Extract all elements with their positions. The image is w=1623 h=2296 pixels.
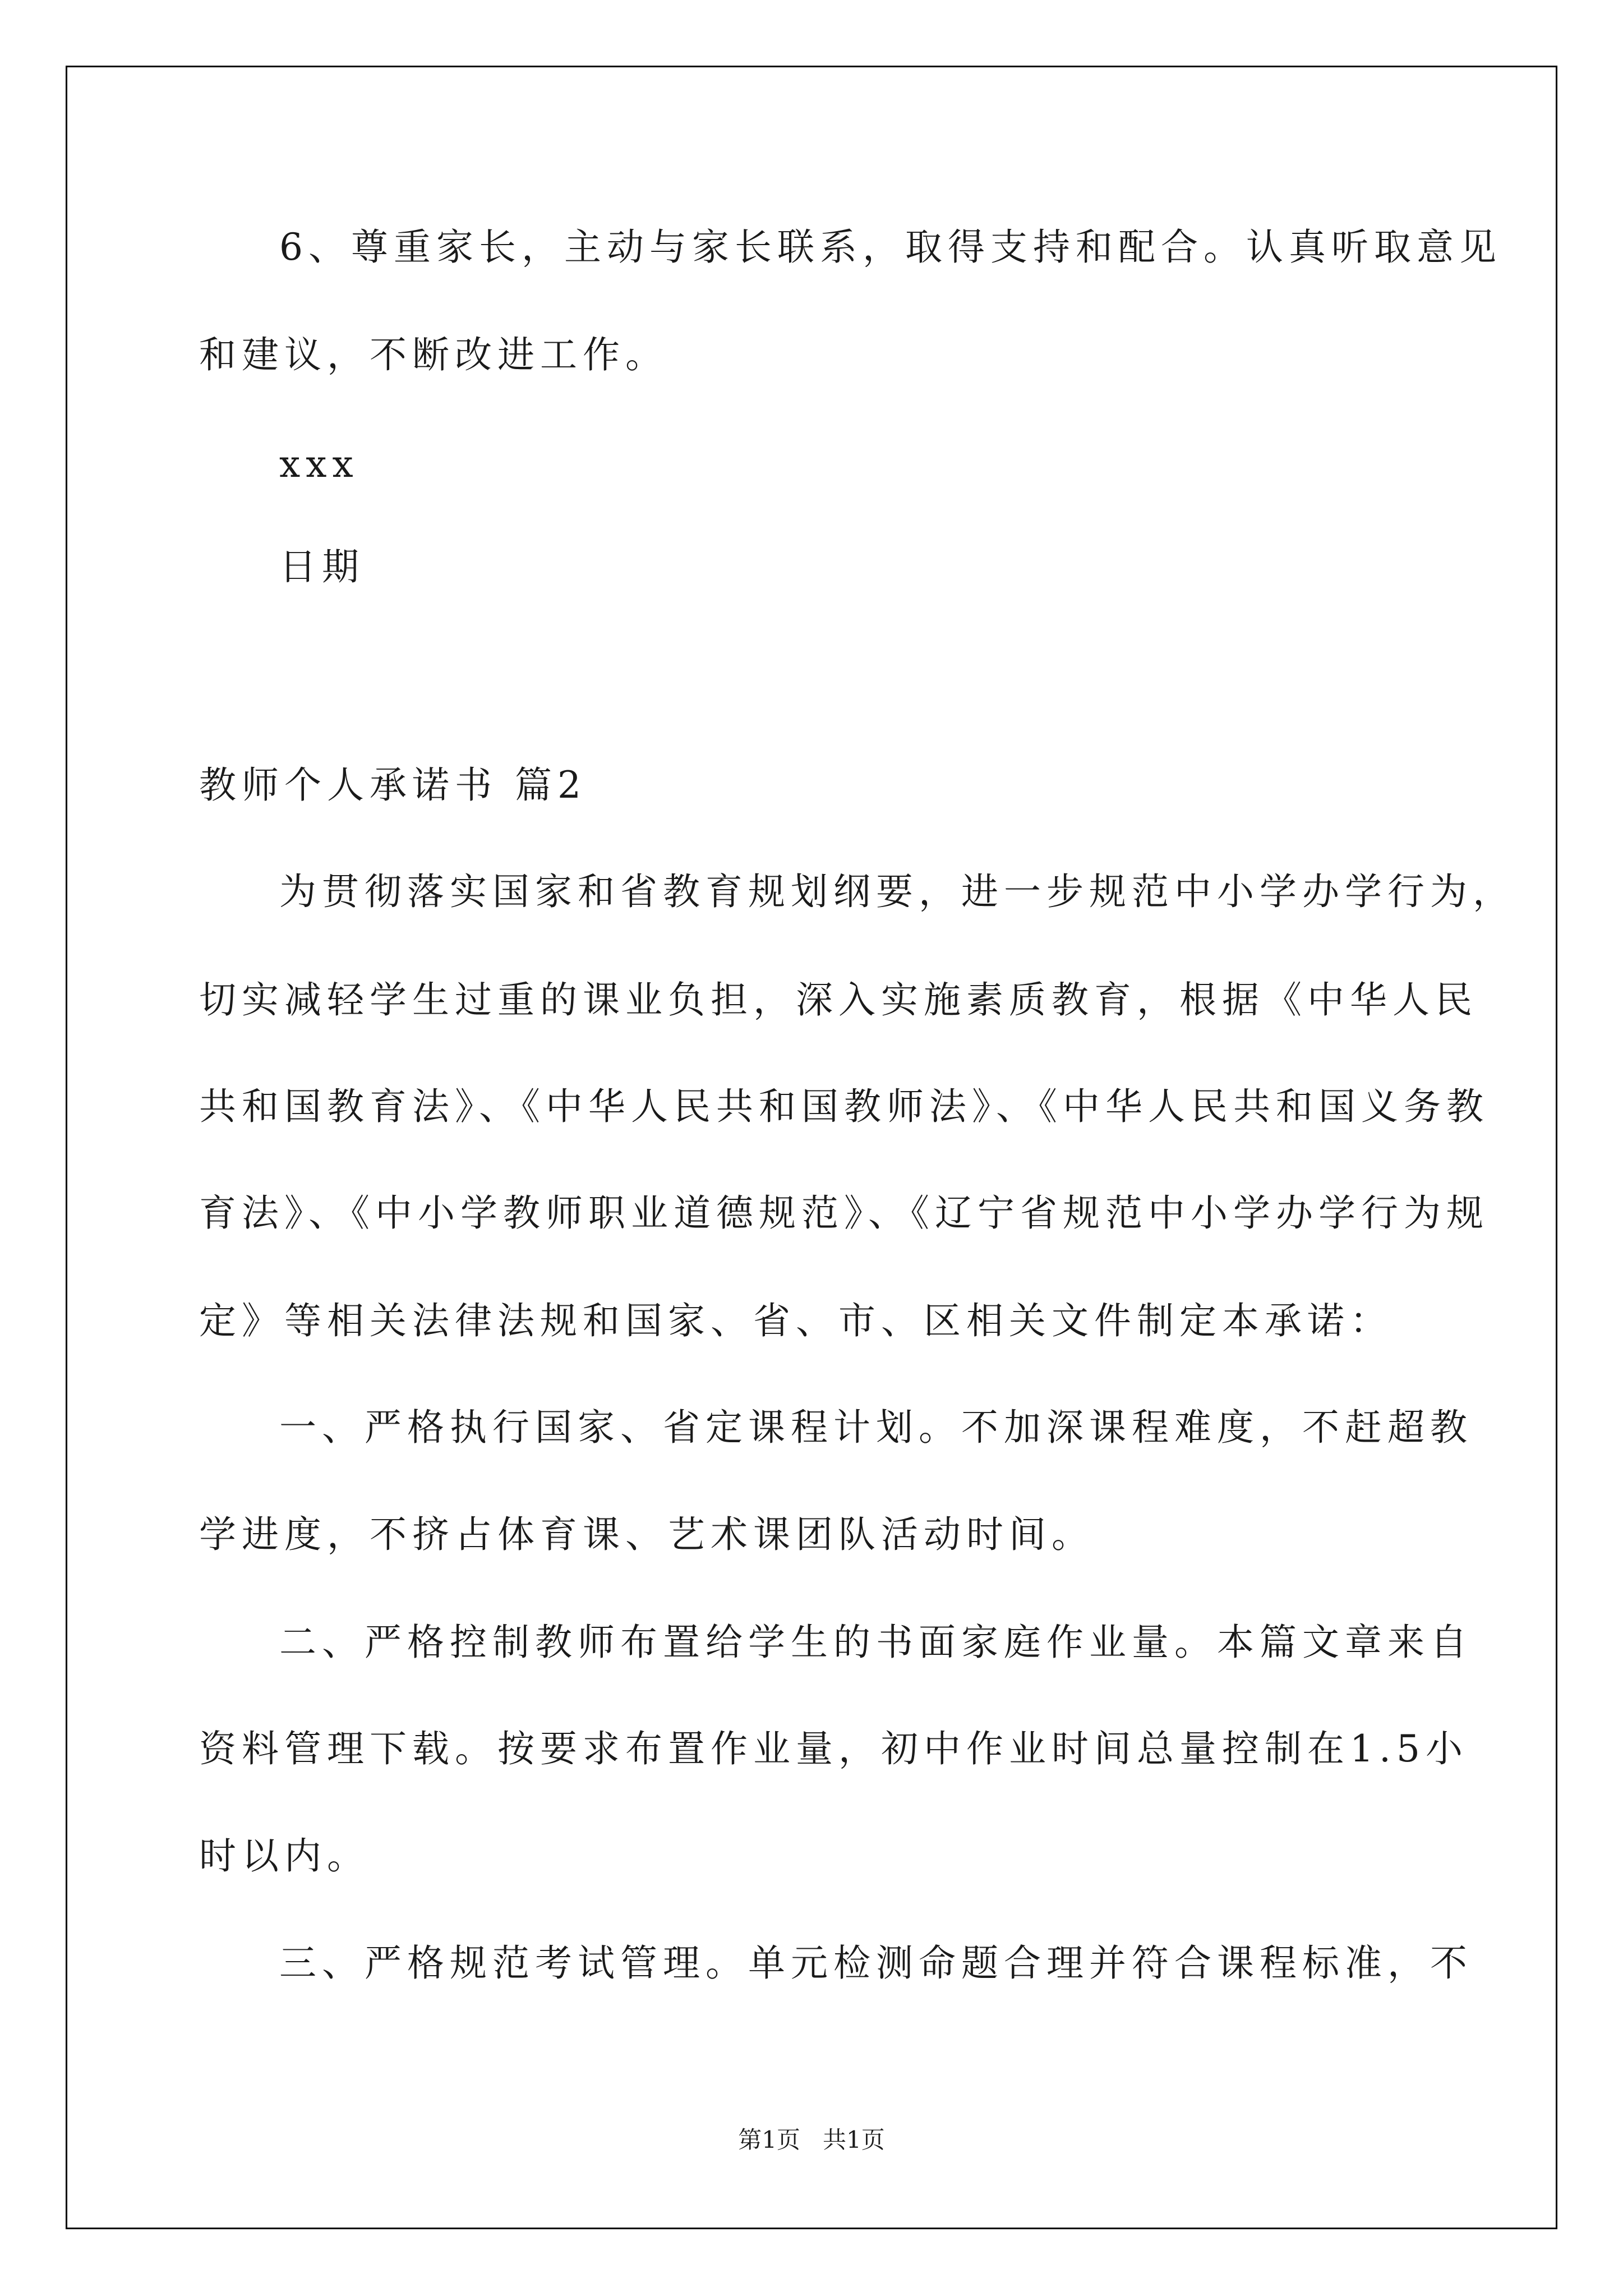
paragraph-6-line-1: 6、尊重家长，主动与家长联系，取得支持和配合。认真听取意见 bbox=[279, 226, 1502, 269]
item-2-line-3: 时以内。 bbox=[199, 1834, 370, 1878]
item-1-line-2: 学进度，不挤占体育课、艺术课团队活动时间。 bbox=[199, 1513, 1094, 1556]
item-3-line-1: 三、严格规范考试管理。单元检测命题合理并符合课程标准，不 bbox=[279, 1941, 1473, 1985]
date-label: 日期 bbox=[279, 545, 365, 588]
item-2-line-2: 资料管理下载。按要求布置作业量，初中作业时间总量控制在1.5小 bbox=[199, 1727, 1468, 1770]
page-footer: 第1页 共1页 bbox=[738, 2126, 885, 2154]
intro-line-2: 切实减轻学生过重的课业负担，深入实施素质教育，根据《中华人民 bbox=[199, 978, 1478, 1022]
item-2-line-1: 二、严格控制教师布置给学生的书面家庭作业量。本篇文章来自 bbox=[279, 1621, 1473, 1664]
intro-line-1: 为贯彻落实国家和省教育规划纲要，进一步规范中小学办学行为， bbox=[279, 870, 1515, 913]
item-1-line-1: 一、严格执行国家、省定课程计划。不加深课程难度，不赶超教 bbox=[279, 1406, 1473, 1449]
intro-line-3: 共和国教育法》、《中华人民共和国教师法》、《中华人民共和国义务教 bbox=[199, 1085, 1489, 1128]
page-border bbox=[66, 66, 1557, 2229]
paragraph-6-line-2: 和建议，不断改进工作。 bbox=[199, 333, 668, 376]
section-title: 教师个人承诺书 篇2 bbox=[199, 763, 587, 807]
signature: xxx bbox=[279, 443, 359, 486]
intro-line-4: 育法》、《中小学教师职业道德规范》、《辽宁省规范中小学办学行为规 bbox=[199, 1191, 1489, 1235]
intro-line-5: 定》等相关法律法规和国家、省、市、区相关文件制定本承诺： bbox=[199, 1299, 1393, 1342]
